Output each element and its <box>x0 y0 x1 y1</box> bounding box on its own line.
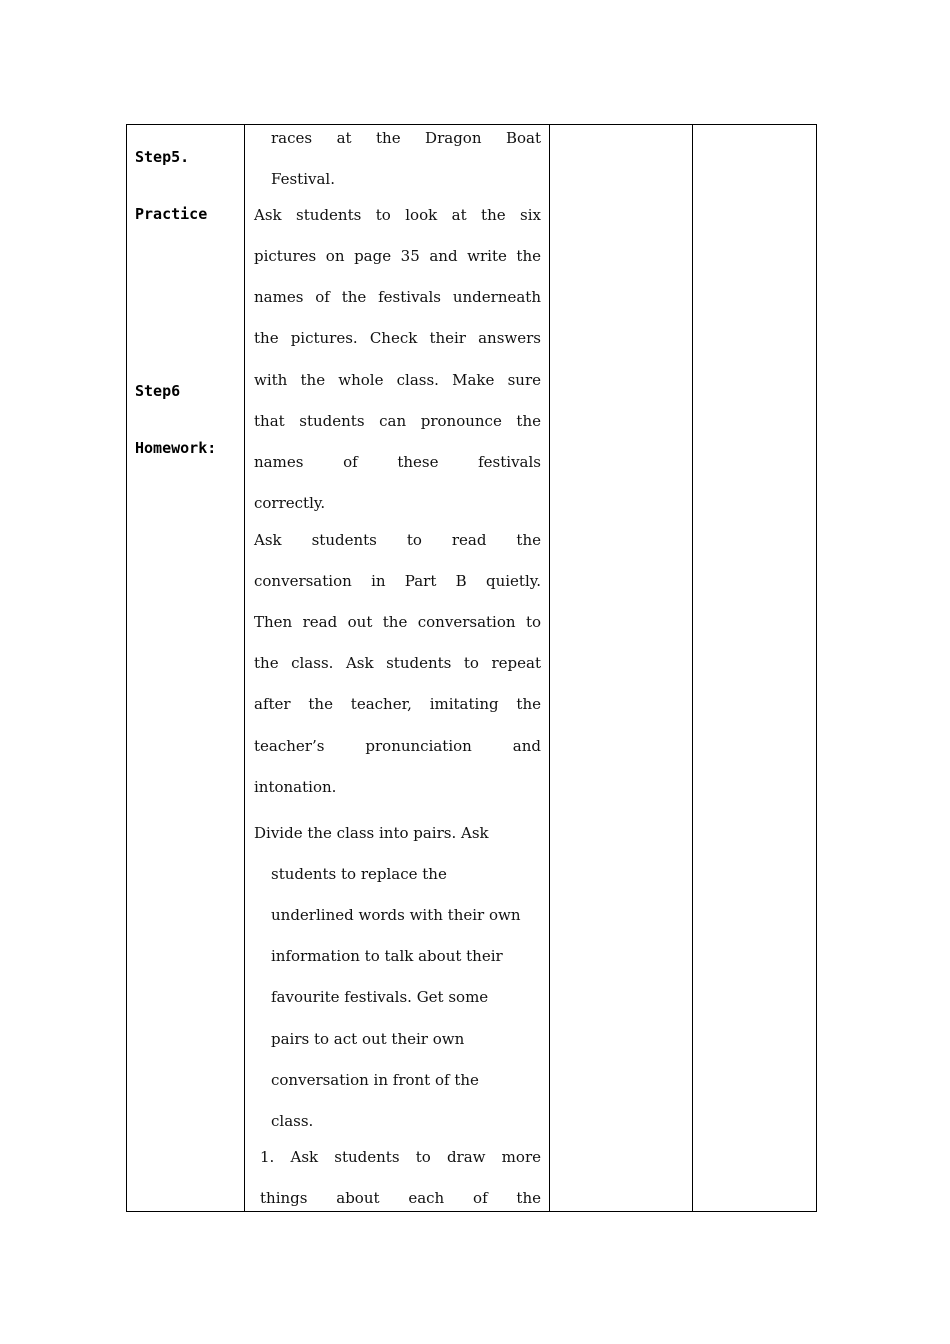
text-line: the pictures. Check their answers <box>254 329 541 347</box>
text-line: students to replace the <box>271 865 447 883</box>
steps-cell <box>127 125 245 1212</box>
text-line: underlined words with their own <box>271 906 521 924</box>
empty-cell-3 <box>550 125 693 1212</box>
text-line: the class. Ask students to repeat <box>254 654 541 672</box>
text-line: Ask students to look at the six <box>254 206 541 224</box>
text-line: with the whole class. Make sure <box>254 371 541 389</box>
empty-cell-4 <box>693 125 817 1212</box>
text-line: things about each of the <box>260 1189 541 1207</box>
homework-label: Homework: <box>135 439 217 457</box>
text-line: races at the Dragon Boat <box>271 129 541 147</box>
text-line: Divide the class into pairs. Ask <box>254 824 489 842</box>
text-line: 1. Ask students to draw more <box>260 1148 541 1166</box>
text-line: Then read out the conversation to <box>254 613 541 631</box>
text-line: teacher’s pronunciation and <box>254 737 541 755</box>
practice-label: Practice <box>135 205 208 223</box>
text-line: after the teacher, imitating the <box>254 695 541 713</box>
text-line: conversation in front of the <box>271 1071 479 1089</box>
step5-label: Step5. <box>135 148 190 166</box>
text-line: names of the festivals underneath <box>254 288 541 306</box>
text-line: information to talk about their <box>271 947 503 965</box>
text-line: correctly. <box>254 494 326 512</box>
text-line: that students can pronounce the <box>254 412 541 430</box>
text-line: pictures on page 35 and write the <box>254 247 541 265</box>
text-line: favourite festivals. Get some <box>271 988 489 1006</box>
text-line: intonation. <box>254 778 337 796</box>
text-line: class. <box>271 1112 314 1130</box>
step6-label: Step6 <box>135 382 181 400</box>
text-line: Festival. <box>271 170 335 188</box>
text-line: Ask students to read the <box>254 531 541 549</box>
text-line: names of these festivals <box>254 453 541 471</box>
text-line: conversation in Part B quietly. <box>254 572 541 590</box>
text-line: pairs to act out their own <box>271 1030 465 1048</box>
